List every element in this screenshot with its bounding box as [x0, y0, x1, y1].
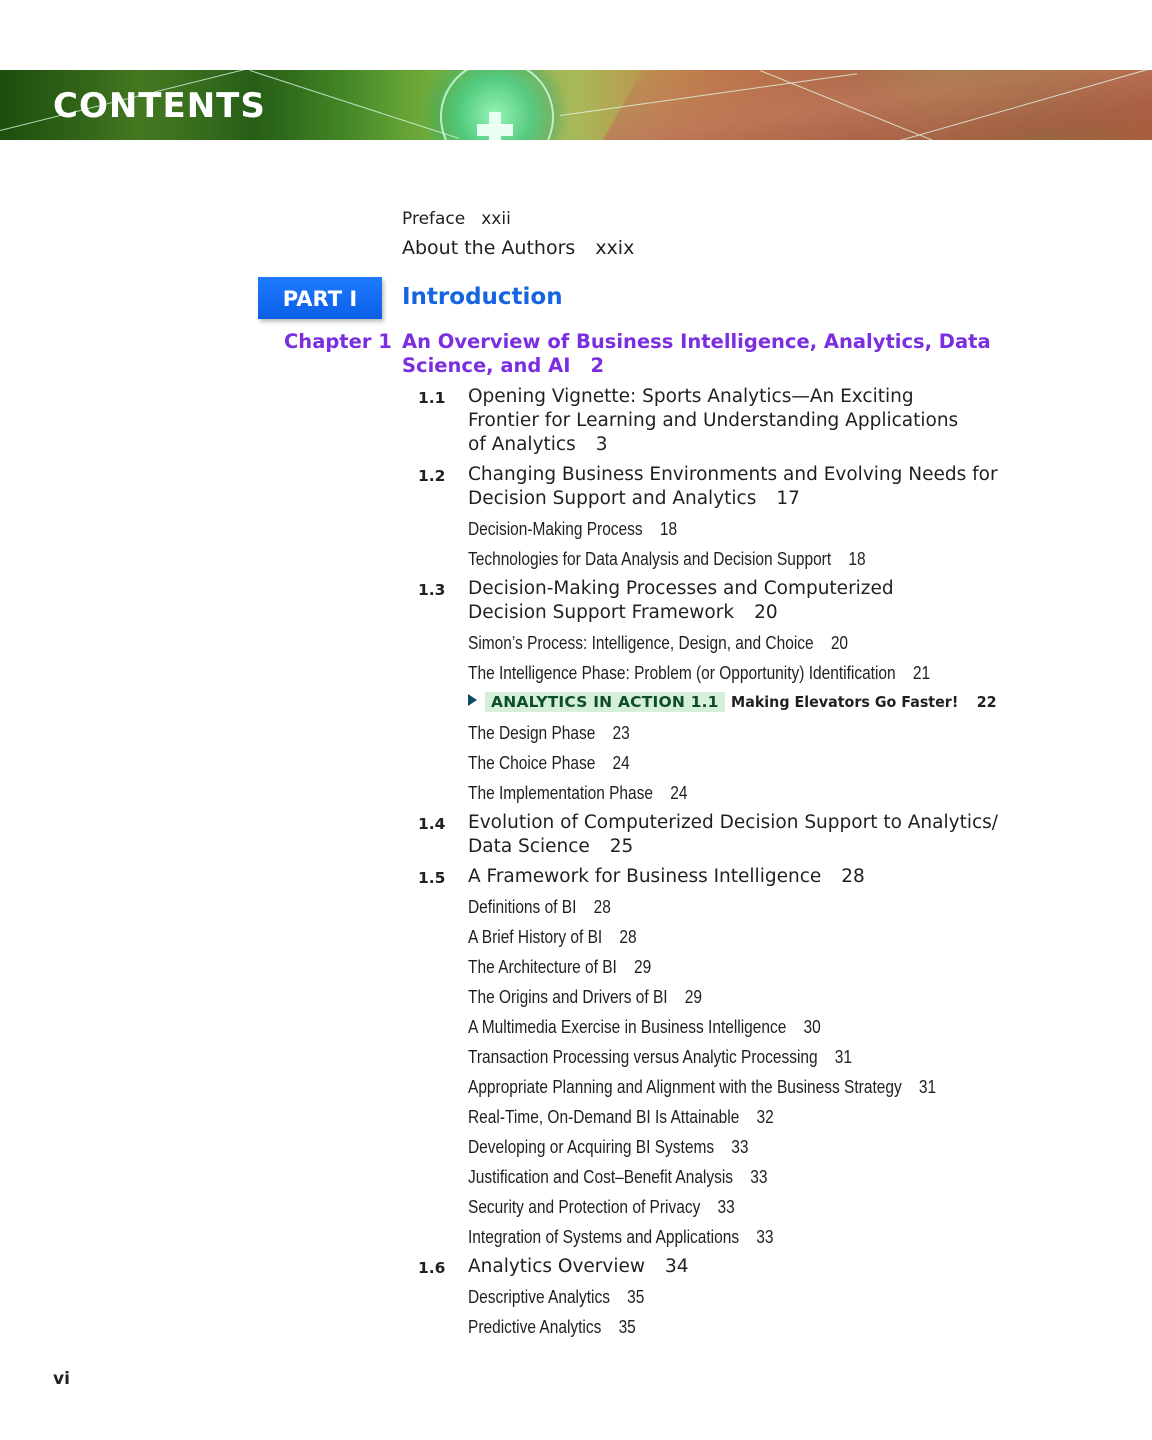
entry-title: Preface	[402, 209, 466, 229]
subsection-title: A Multimedia Exercise in Business Intelligence	[468, 1017, 787, 1037]
subsection-entry[interactable]	[468, 1167, 767, 1188]
section-title-text: Decision-Making Processes and Computerized Decision Support Framework	[468, 578, 894, 623]
section-page: 34	[665, 1256, 689, 1277]
analytics-in-action-entry[interactable]	[468, 693, 1019, 711]
subsection-title: Transaction Processing versus Analytic Processing	[468, 1047, 818, 1067]
subsection-page: 21	[912, 663, 931, 683]
subsection-entry[interactable]	[468, 1077, 936, 1098]
section-title[interactable]	[468, 865, 1028, 889]
subsection-entry[interactable]	[468, 1017, 821, 1038]
subsection-page: 35	[618, 1317, 636, 1337]
subsection-entry[interactable]	[468, 1137, 749, 1158]
subsection-entry[interactable]	[468, 723, 630, 744]
subsection-page: 30	[803, 1017, 821, 1037]
subsection-title: Justification and Cost–Benefit Analysis	[468, 1167, 734, 1187]
analytics-box-page: 22	[976, 693, 997, 711]
subsection-entry[interactable]	[468, 663, 930, 684]
section-page: 3	[595, 434, 608, 455]
subsection-title: The Origins and Drivers of BI	[468, 987, 668, 1007]
section-title-text: Opening Vignette: Sports Analytics—An Exciting Frontier for Learning and Understanding Applications of Analytics	[468, 386, 959, 455]
chapter-title-text: An Overview of Business Intelligence, Analytics, Data Science, and AI	[402, 330, 991, 377]
entry-page: xxix	[595, 237, 635, 259]
subsection-title: The Choice Phase	[468, 753, 596, 773]
contents-banner	[0, 70, 1152, 140]
section-page: 28	[841, 866, 865, 887]
analytics-box-title-text: Making Elevators Go Faster!	[730, 693, 959, 711]
subsection-entry[interactable]	[468, 753, 630, 774]
subsection-title: Descriptive Analytics	[468, 1287, 610, 1307]
subsection-entry[interactable]	[468, 1197, 735, 1218]
subsection-entry[interactable]	[468, 957, 651, 978]
chapter-title[interactable]	[402, 330, 1002, 378]
subsection-title: The Architecture of BI	[468, 957, 617, 977]
subsection-title: Developing or Acquiring BI Systems	[468, 1137, 715, 1157]
subsection-page: 28	[593, 897, 611, 917]
section-number: 1.5	[418, 869, 446, 887]
entry-title: About the Authors	[402, 237, 576, 259]
subsection-entry[interactable]	[468, 897, 611, 918]
section-title[interactable]	[468, 463, 1008, 511]
subsection-entry[interactable]	[468, 549, 866, 570]
subsection-entry[interactable]	[468, 633, 848, 654]
subsection-page: 32	[756, 1107, 774, 1127]
subsection-page: 28	[619, 927, 637, 947]
subsection-page: 33	[717, 1197, 735, 1217]
toc-entry-preface[interactable]	[402, 209, 511, 229]
section-page: 17	[776, 488, 800, 509]
subsection-title: Decision-Making Process	[468, 519, 643, 539]
analytics-box-title	[731, 693, 997, 711]
subsection-title: The Intelligence Phase: Problem (or Opportunity) Identification	[468, 663, 896, 683]
subsection-title: Real-Time, On-Demand BI Is Attainable	[468, 1107, 740, 1127]
subsection-page: 35	[627, 1287, 645, 1307]
section-title-text: Evolution of Computerized Decision Support to Analytics/ Data Science	[468, 812, 999, 857]
subsection-title: Appropriate Planning and Alignment with the Business Strategy	[468, 1077, 902, 1097]
section-title[interactable]	[468, 1255, 1028, 1279]
part-title[interactable]: Introduction	[402, 284, 563, 310]
subsection-page: 33	[750, 1167, 768, 1187]
section-number: 1.3	[418, 581, 446, 599]
subsection-title: Simon’s Process: Intelligence, Design, and Choice	[468, 633, 814, 653]
analytics-box-tag: ANALYTICS IN ACTION 1.1	[485, 692, 725, 712]
section-number: 1.1	[418, 389, 446, 407]
section-title[interactable]	[468, 577, 918, 625]
triangle-bullet-icon	[468, 694, 477, 706]
subsection-entry[interactable]	[468, 519, 677, 540]
chapter-page: 2	[590, 354, 605, 377]
subsection-entry[interactable]	[468, 1107, 774, 1128]
subsection-title: Security and Protection of Privacy	[468, 1197, 701, 1217]
subsection-title: A Brief History of BI	[468, 927, 603, 947]
subsection-entry[interactable]	[468, 927, 637, 948]
subsection-title: Integration of Systems and Applications	[468, 1227, 740, 1247]
subsection-page: 24	[670, 783, 688, 803]
subsection-entry[interactable]	[468, 1317, 636, 1338]
chapter-label: Chapter 1	[284, 330, 392, 353]
subsection-page: 29	[684, 987, 703, 1007]
section-title[interactable]	[468, 811, 1028, 859]
subsection-entry[interactable]	[468, 1047, 852, 1068]
section-page: 25	[609, 836, 634, 857]
subsection-page: 31	[834, 1047, 853, 1067]
part-label: PART I	[258, 277, 382, 319]
section-title-text: Analytics Overview	[468, 1256, 645, 1277]
subsection-page: 18	[659, 519, 678, 539]
subsection-entry[interactable]	[468, 1227, 773, 1248]
section-title[interactable]	[468, 385, 978, 457]
subsection-title: The Design Phase	[468, 723, 596, 743]
subsection-title: The Implementation Phase	[468, 783, 654, 803]
subsection-page: 33	[756, 1227, 774, 1247]
subsection-title: Definitions of BI	[468, 897, 577, 917]
subsection-page: 24	[612, 753, 630, 773]
subsection-page: 23	[612, 723, 630, 743]
section-number: 1.4	[418, 815, 446, 833]
subsection-page: 33	[731, 1137, 749, 1157]
subsection-entry[interactable]	[468, 1287, 644, 1308]
subsection-page: 29	[634, 957, 652, 977]
subsection-entry[interactable]	[468, 987, 702, 1008]
toc-entry-about-authors[interactable]	[402, 237, 634, 259]
section-number: 1.6	[418, 1259, 446, 1277]
section-page: 20	[754, 602, 778, 623]
subsection-entry[interactable]	[468, 783, 687, 804]
section-title-text: A Framework for Business Intelligence	[468, 866, 822, 887]
subsection-title: Predictive Analytics	[468, 1317, 602, 1337]
section-title-text: Changing Business Environments and Evolving Needs for Decision Support and Analytics	[468, 464, 998, 509]
page-title: CONTENTS	[53, 86, 266, 126]
entry-page: xxii	[481, 209, 511, 229]
section-number: 1.2	[418, 467, 446, 485]
page-number: vi	[53, 1369, 70, 1389]
subsection-page: 31	[918, 1077, 937, 1097]
plus-icon	[477, 112, 513, 140]
subsection-page: 18	[848, 549, 866, 569]
highway-image	[574, 70, 1152, 140]
subsection-page: 20	[830, 633, 849, 653]
subsection-title: Technologies for Data Analysis and Decision Support	[468, 549, 832, 569]
